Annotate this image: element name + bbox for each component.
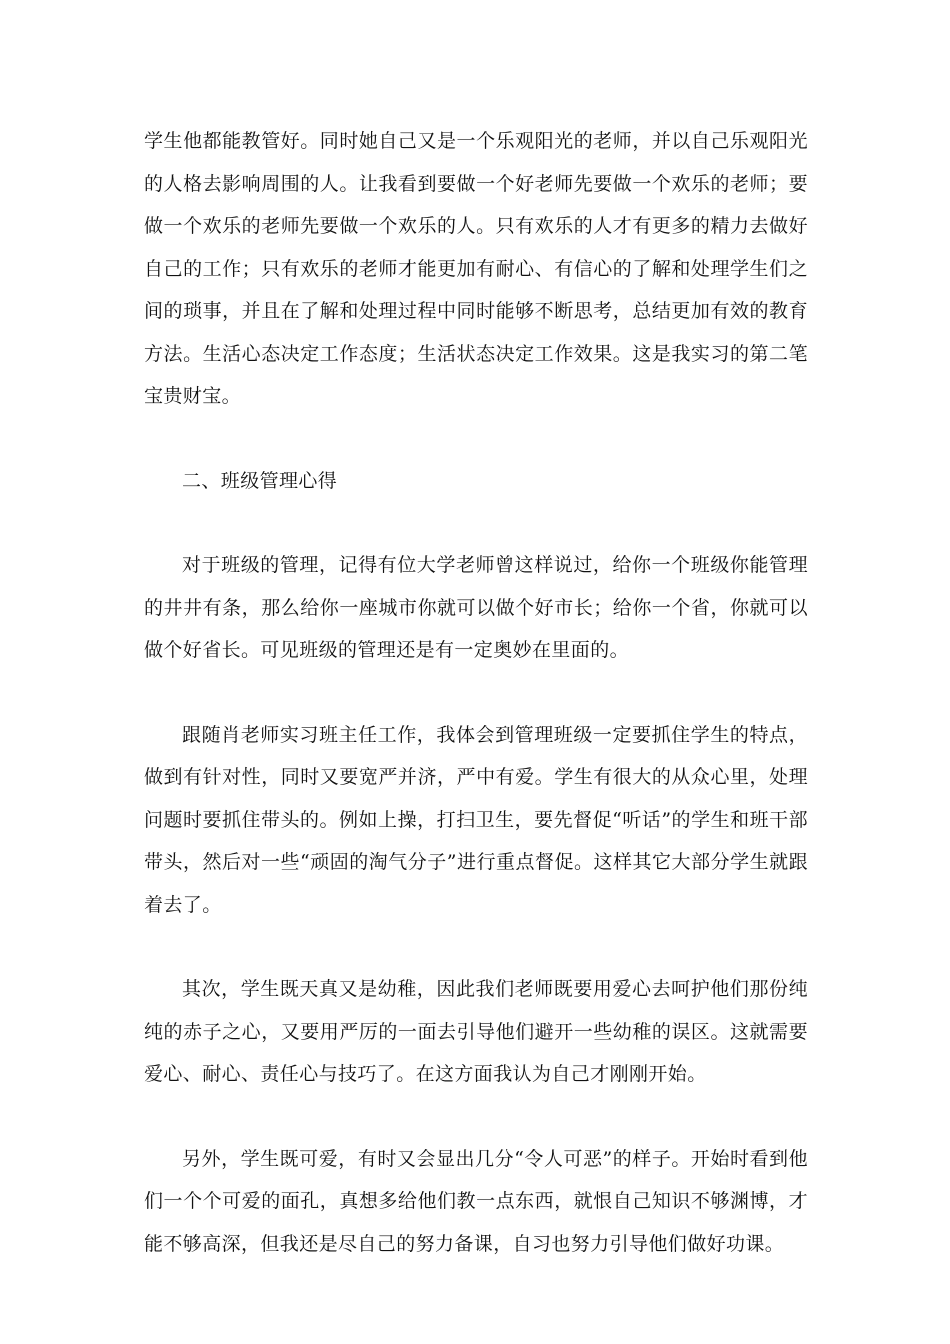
paragraph-secondly: 其次，学生既天真又是幼稚，因此我们老师既要用爱心去呵护他们那份纯纯的赤子之心，又要用严厉的一面去引导他们避开一些幼稚的误区。这就需要爱心、耐心、责任心与技巧了。在这方面我认为自己才刚刚开始。: [144, 978, 808, 1085]
paragraph-head-teacher-work: 跟随肖老师实习班主任工作，我体会到管理班级一定要抓住学生的特点，做到有针对性，同时又要宽严并济，严中有爱。学生有很大的从众心里，处理问题时要抓住带头的。例如上操，打扫卫生，要先督促“听话”的学生和班干部带头，然后对一些“顽固的淘气分子”进行重点督促。这样其它大部分学生就跟着去了。: [144, 723, 808, 916]
section-heading: 二、班级管理心得: [182, 469, 338, 492]
paragraph-moreover: 另外，学生既可爱，有时又会显出几分“令人可恶”的样子。开始时看到他们一个个可爱的面孔，真想多给他们教一点东西，就恨自己知识不够渊博，才能不够高深，但我还是尽自己的努力备课，自习也努力引导他们做好功课。: [144, 1147, 808, 1255]
document-body: [144, 120, 808, 1265]
paragraph-class-management: 对于班级的管理，记得有位大学老师曾这样说过，给你一个班级你能管理的井井有条，那么给你一座城市你就可以做个好市长；给你一个省，你就可以做个好省长。可见班级的管理还是有一定奥妙在里面的。: [144, 554, 808, 661]
paragraph-continuation: 学生他都能教管好。同时她自己又是一个乐观阳光的老师，并以自己乐观阳光的人格去影响周围的人。让我看到要做一个好老师先要做一个欢乐的老师；要做一个欢乐的老师先要做一个欢乐的人。只有欢乐的人才有更多的精力去做好自己的工作；只有欢乐的老师才能更加有耐心、有信心的了解和处理学生们之间的琐事，并且在了解和处理过程中同时能够不断思考，总结更加有效的教育方法。生活心态决定工作态度；生活状态决定工作效果。这是我实习的第二笔宝贵财宝。: [144, 130, 808, 407]
